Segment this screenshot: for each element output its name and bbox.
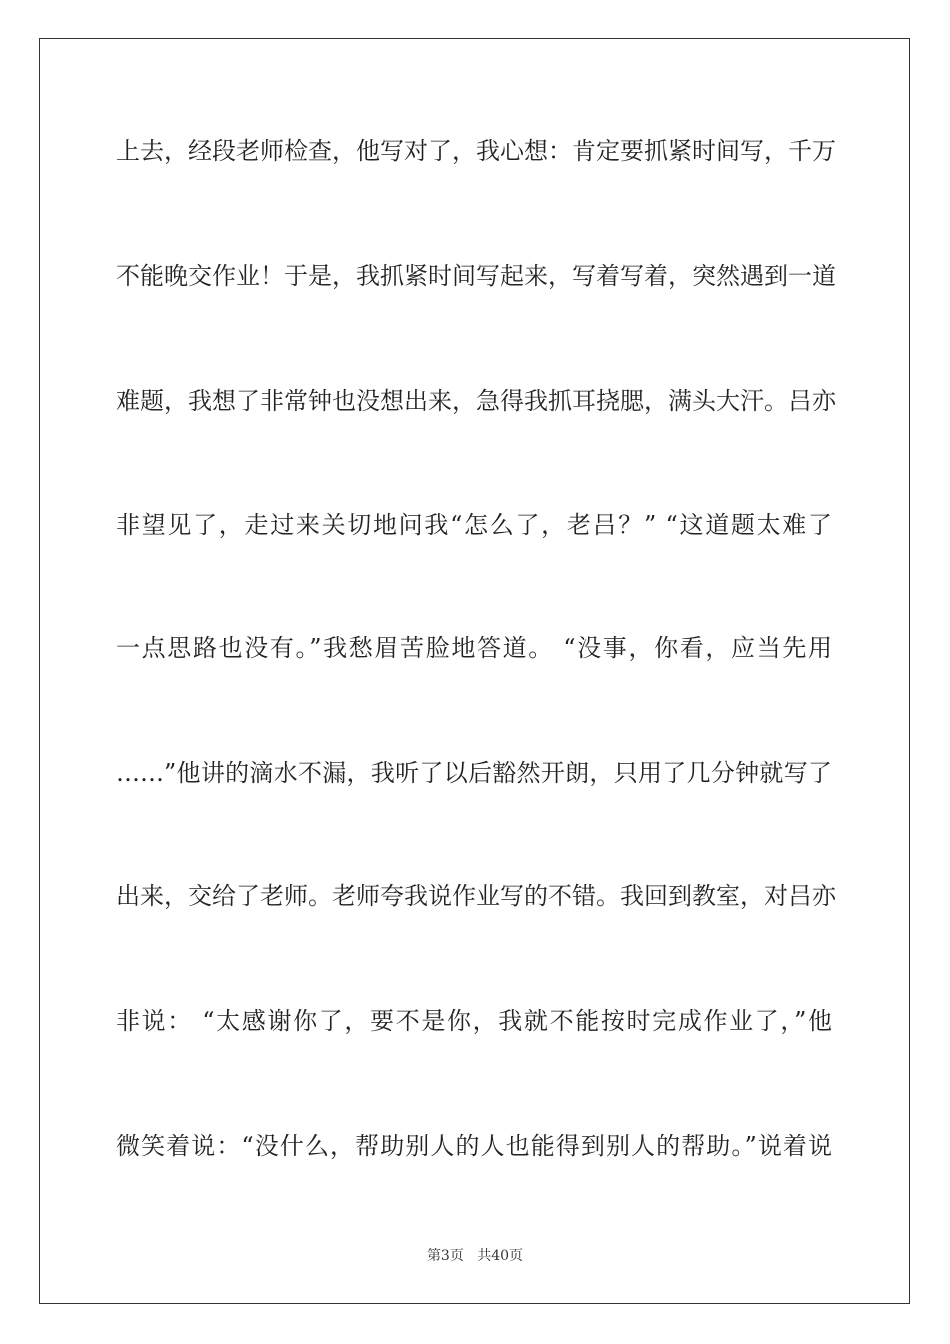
text-line: ……”他讲的滴水不漏，我听了以后豁然开朗，只用了几分钟就写了 [116, 759, 832, 787]
text-line: 上去，经段老师检查，他写对了，我心想：肯定要抓紧时间写，千万 [116, 137, 836, 165]
text-line: 出来，交给了老师。老师夸我说作业写的不错。我回到教室，对吕亦 [116, 882, 836, 910]
page-number: 第3页 [426, 1248, 464, 1264]
text-line: 非说： “太感谢你了，要不是你，我就不能按时完成作业了，”他 [116, 1007, 832, 1035]
page-border [39, 38, 910, 1304]
text-line: 难题，我想了非常钟也没想出来，急得我抓耳挠腮，满头大汗。吕亦 [116, 387, 836, 415]
text-line: 微笑着说：“没什么，帮助别人的人也能得到别人的帮助。”说着说 [116, 1132, 832, 1160]
text-line: 非望见了，走过来关切地问我“怎么了，老吕？” “这道题太难了 [116, 511, 832, 539]
page-footer [0, 1247, 950, 1265]
text-line: 一点思路也没有。”我愁眉苦脸地答道。 “没事，你看，应当先用 [116, 634, 832, 662]
text-line: 不能晚交作业！于是，我抓紧时间写起来，写着写着，突然遇到一道 [116, 262, 836, 290]
page-total: 共40页 [477, 1248, 524, 1264]
